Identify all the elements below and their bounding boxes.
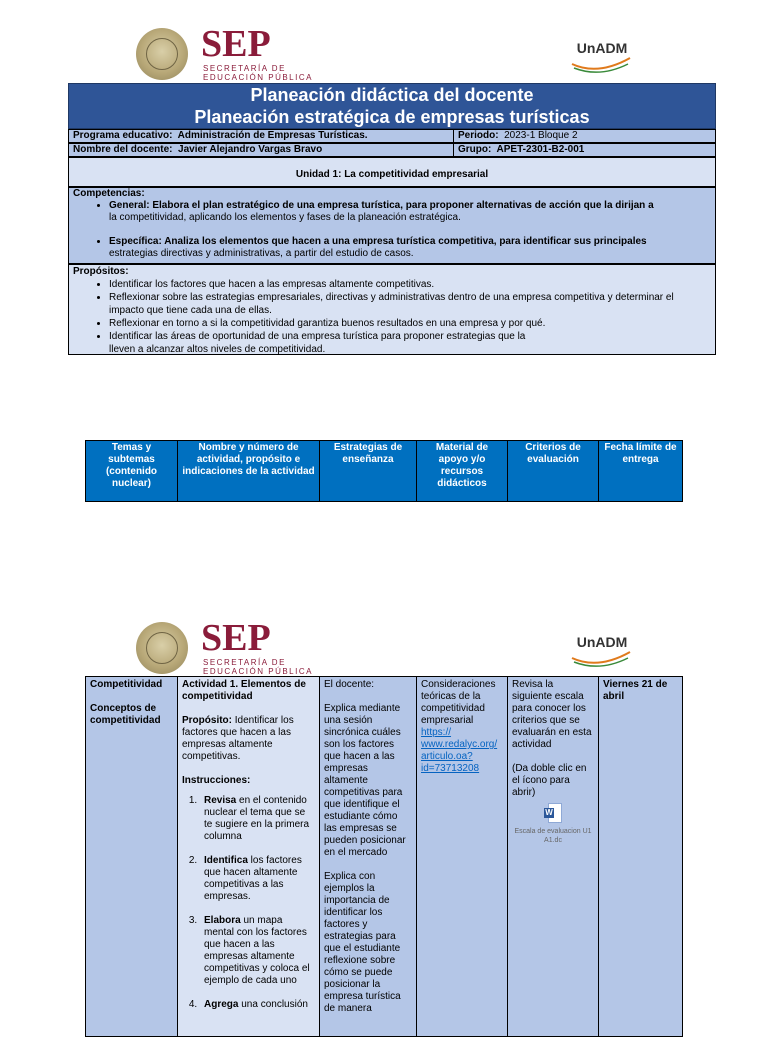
info-row-docente	[68, 143, 716, 157]
proposito-item: • Identificar las áreas de oportunidad de una empresa turística para proponer estrategias que la lleven a alcanzar altos niveles de competitividad.	[109, 330, 703, 356]
sep-subtitle-2: EDUCACIÓN PÚBLICA	[203, 667, 313, 676]
sep-subtitle-2: EDUCACIÓN PÚBLICA	[203, 73, 313, 82]
title-line-1: Planeación didáctica del docente	[250, 85, 534, 105]
grupo-label: Grupo:	[458, 144, 492, 155]
step-item: 4. Agrega una conclusión	[200, 999, 315, 1011]
competencias-heading: Competencias:	[73, 188, 145, 199]
proposito-item: • Reflexionar sobre las estrategias empresariales, directivas y administrativas dentro de una empresa competitiva y determinar el impacto que tiene cada una de ellas.	[109, 291, 703, 317]
cell-temas: Competitividad Conceptos de competitividad	[86, 677, 178, 1037]
competencia-especifica: • Específica: Analiza los elementos que hacen a una empresa turística competitiva, para identificar sus principales estrategias directivas y administrativas, a partir del estudio de casos.	[109, 236, 715, 260]
grupo-value: APET-2301-B2-001	[496, 144, 585, 155]
docente-value: Javier Alejandro Vargas Bravo	[178, 144, 323, 155]
col-temas: Temas y subtemas (contenido nuclear)	[86, 441, 178, 502]
mexico-seal-logo	[136, 622, 188, 674]
word-document-icon[interactable]: W	[544, 803, 562, 825]
col-fecha: Fecha límite de entrega	[599, 441, 683, 502]
competencia-general: • General: Elabora el plan estratégico de una empresa turística, para proponer alternativas de acción que la dirijan a la competitividad, aplicando los elementos y fases de la planeación estratégica.	[109, 200, 715, 224]
sep-logo-text: SEP	[201, 617, 271, 659]
docente-label: Nombre del docente:	[73, 144, 173, 155]
step-item: 2. Identifica los factores que hacen altamente competitivas a las empresas.	[200, 855, 315, 903]
planning-table-header	[85, 440, 683, 502]
periodo-value: 2023-1 Bloque 2	[504, 130, 578, 141]
sep-logo-text: SEP	[201, 23, 271, 65]
cell-criterios: Revisa la siguiente escala para conocer los criterios que se evaluarán en esta actividad (Da doble clic en el ícono para abrir) W Escala de evaluacion U1 A1.dc	[508, 677, 599, 1037]
col-material: Material de apoyo y/o recursos didácticos	[417, 441, 508, 502]
step-item: 3. Elabora un mapa mental con los factores que hacen a las empresas altamente competitivas y coloca el ejemplo de cada uno	[200, 915, 315, 987]
sep-subtitle-1: SECRETARÍA DE	[203, 64, 286, 73]
programa-label: Programa educativo:	[73, 130, 173, 141]
unadm-logo: UnADM	[576, 634, 628, 650]
cell-fecha: Viernes 21 de abril	[599, 677, 683, 1037]
material-link[interactable]: https:// www.redalyc.org/ articulo.oa? id=73713208	[421, 727, 498, 774]
document-title	[68, 83, 716, 129]
col-criterios: Criterios de evaluación	[508, 441, 599, 502]
proposito-item: • Identificar los factores que hacen a las empresas altamente competitivas.	[109, 278, 703, 291]
propositos-section	[68, 264, 716, 355]
mexico-seal-logo	[136, 28, 188, 80]
unadm-arc-icon	[568, 54, 634, 74]
title-line-2: Planeación estratégica de empresas turísticas	[194, 107, 590, 127]
cell-actividad: Actividad 1. Elementos de competitividad Propósito: Identificar los factores que hacen a las empresas altamente competitivas. Instrucciones: 1. Revisa en el contenido nuclear el tema que se te sugiere en la primera columna 2. Identifica los factores que hacen altamente competitivas a las empresas. 3. Elabora un mapa mental con los factores que hacen a las empresas altamente competitivas y coloca el ejemplo de cada uno 4. Agrega una conclusión	[178, 677, 320, 1037]
info-row-programa	[68, 129, 716, 143]
step-item: 1. Revisa en el contenido nuclear el tema que se te sugiere en la primera columna	[200, 795, 315, 843]
unadm-arc-icon	[568, 648, 634, 668]
periodo-label: Periodo:	[458, 130, 499, 141]
programa-value: Administración de Empresas Turísticas.	[177, 130, 368, 141]
unadm-logo: UnADM	[576, 40, 628, 56]
col-estrategias: Estrategias de enseñanza	[320, 441, 417, 502]
col-actividad: Nombre y número de actividad, propósito e indicaciones de la actividad	[178, 441, 320, 502]
planning-table-row	[85, 676, 683, 1037]
sep-subtitle-1: SECRETARÍA DE	[203, 658, 286, 667]
competencias-section	[68, 187, 716, 264]
cell-estrategias: El docente: Explica mediante una sesión sincrónica cuáles son los factores que hacen a las empresas altamente competitivas para que identifique el estudiante cómo las empresas se pueden posicionar en el mercado Explica con ejemplos la importancia de identificar los factores y estrategias para que el estudiante reflexione sobre cómo se puede posicionar la empresa turística de manera	[320, 677, 417, 1037]
icon-caption: Escala de evaluacion U1 A1.dc	[514, 828, 592, 844]
proposito-item: • Reflexionar en torno a si la competitividad garantiza buenos resultados en una empresa y por qué.	[109, 317, 703, 330]
propositos-heading: Propósitos:	[73, 266, 129, 277]
unidad-title: Unidad 1: La competitividad empresarial	[68, 157, 716, 187]
cell-material: Consideraciones teóricas de la competitividad empresarial https:// www.redalyc.org/ articulo.oa? id=73713208	[417, 677, 508, 1037]
